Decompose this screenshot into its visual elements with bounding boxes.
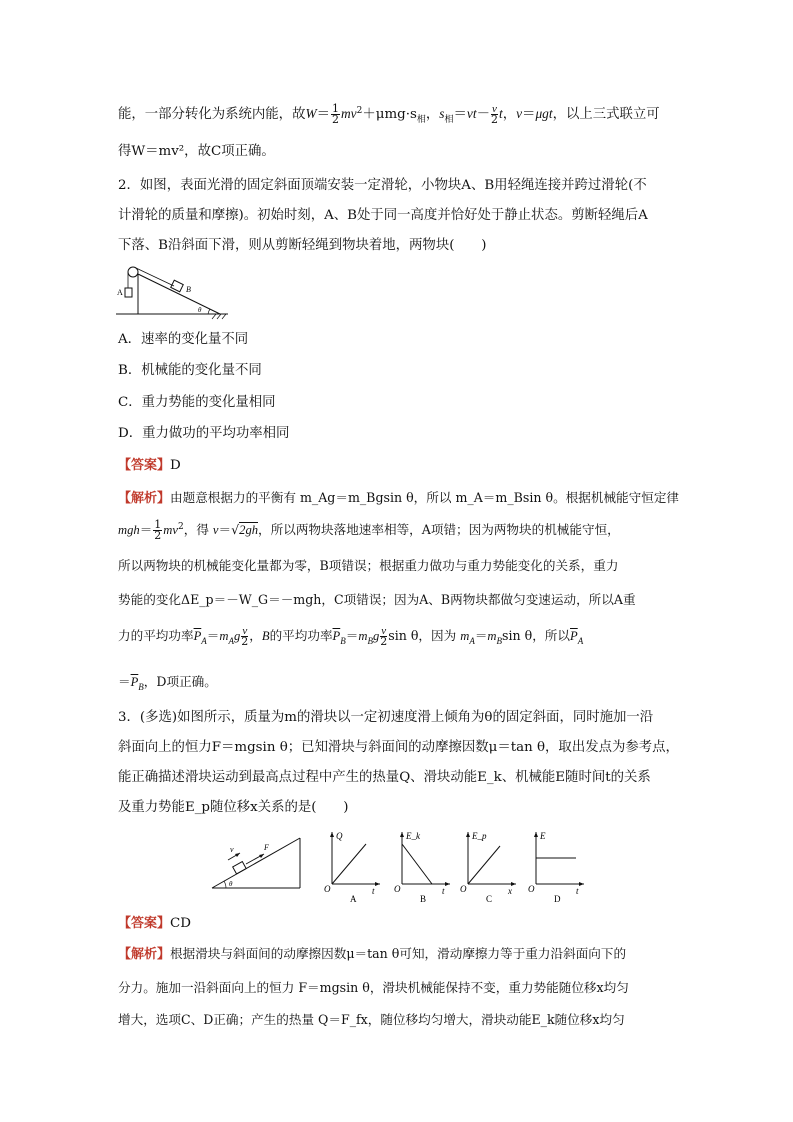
q2-analysis-text5: 力的平均功率 bbox=[118, 628, 194, 643]
q2-analysis-line1 bbox=[118, 488, 678, 509]
q3-graph-c bbox=[458, 828, 520, 904]
q2-option-b: B．机械能的变化量不同 bbox=[118, 363, 262, 378]
q3-graph-b-xlabel: t bbox=[442, 886, 445, 896]
para1-line1: 能，一部分转化为系统内能，故W＝ $\frac{1}{2}$ $mv^2+\mu mg\cdot s_相$，$s_相=vt-$ $\frac{v}{2}$ t，v＝μgt，以上三式联立可 bbox=[118, 102, 660, 126]
q3-fig-F: F bbox=[264, 843, 269, 852]
q3-graph-c-label: C bbox=[486, 894, 493, 904]
q3-graph-b-ylabel: E_k bbox=[406, 831, 420, 841]
para1-text-b: ＋μmg·s bbox=[362, 107, 417, 122]
q2-option-a: A．速率的变化量不同 bbox=[118, 332, 249, 347]
q3-answer: CD bbox=[170, 916, 191, 931]
q3-graph-d-xlabel: t bbox=[576, 886, 579, 896]
q3-graph-a-origin: O bbox=[324, 884, 331, 894]
q3-graph-a-line bbox=[332, 844, 366, 884]
q3-graph-b-origin: O bbox=[394, 884, 401, 894]
q3-graph-d-origin: O bbox=[528, 884, 535, 894]
q3-stem-line4: 及重力势能E_p随位移x关系的是( ) bbox=[118, 800, 349, 815]
q2-incline-figure bbox=[116, 262, 236, 322]
q3-fig-v: v bbox=[230, 845, 234, 854]
q3-graph-b-label: B bbox=[420, 894, 427, 904]
q2-analysis-text1: 由题意根据力的平衡有 m_Ag＝m_Bgsin θ，所以 m_A＝m_Bsin θ。根据机械能守恒定律 bbox=[170, 490, 680, 505]
q2-stem-line1: 2．如图，表面光滑的固定斜面顶端安装一定滑轮，小物块A、B用轻绳连接并跨过滑轮(不 bbox=[118, 178, 647, 193]
q2-fig-label-b: B bbox=[186, 285, 191, 294]
q3-graph-c-line bbox=[468, 846, 500, 884]
q3-analysis-line1 bbox=[118, 944, 678, 965]
q3-graph-c-ylabel: E_p bbox=[472, 831, 487, 841]
q2-analysis-text6: ，D项正确。 bbox=[143, 674, 217, 689]
q3-graph-a-xlabel: t bbox=[372, 886, 375, 896]
q3-graph-b-line bbox=[402, 844, 432, 884]
q2-fig-label-theta: θ bbox=[198, 306, 202, 314]
q3-analysis-text1: 根据滑块与斜面间的动摩擦因数μ＝tan θ可知，滑动摩擦力等于重力沿斜面向下的 bbox=[170, 946, 627, 961]
q3-graph-c-origin: O bbox=[460, 884, 467, 894]
q3-graph-c-xlabel: x bbox=[508, 886, 512, 896]
q2-answer-tag: 【答案】 bbox=[118, 458, 171, 473]
q2-option-d: D．重力做功的平均功率相同 bbox=[118, 426, 290, 441]
q3-graph-a-ylabel: Q bbox=[336, 831, 343, 841]
q2-fig-label-a: A bbox=[117, 288, 123, 297]
q3-incline-figure bbox=[208, 830, 308, 892]
q3-analysis-line2: 分力。施加一沿斜面向上的恒力 F＝mgsin θ，滑块机械能保持不变，重力势能随位移x均匀 bbox=[118, 980, 629, 995]
q3-stem-line2: 斜面向上的恒力F＝mgsin θ；已知滑块与斜面间的动摩擦因数μ＝tan θ，取出发点为参考点， bbox=[118, 740, 679, 755]
q3-stem-line1: 3．(多选)如图所示，质量为m的滑块以一定初速度滑上倾角为θ的固定斜面，同时施加一沿 bbox=[118, 710, 654, 725]
para1-text-c: ，以上三式联立可 bbox=[552, 107, 660, 122]
q2-answer-line bbox=[118, 456, 678, 476]
q2-analysis-line3: 所以两物块的机械能变化量都为零，B项错误；根据重力做功与重力势能变化的关系，重力 bbox=[118, 558, 619, 573]
q2-analysis-line6: $=\overline{P}_B$，D项正确。 bbox=[118, 674, 217, 692]
q2-answer: D bbox=[170, 458, 181, 473]
q3-answer-line bbox=[118, 914, 678, 934]
q3-graph-d bbox=[526, 828, 588, 904]
q3-graph-a bbox=[322, 828, 384, 904]
q2-stem-line3: 下落、B沿斜面下滑，则从剪断轻绳到物块着地，两物块( ) bbox=[118, 238, 487, 253]
q3-answer-tag: 【答案】 bbox=[118, 916, 171, 931]
q2-analysis-tag: 【解析】 bbox=[118, 491, 171, 506]
q2-analysis-line2: mgh＝ $\frac{1}{2}$ $mv^2$，得 v＝√2gh，所以两物块落地速率相等，A项错；因为两物块的机械能守恒， bbox=[118, 518, 620, 542]
q3-graph-a-label: A bbox=[350, 894, 357, 904]
q3-graph-d-label: D bbox=[554, 894, 561, 904]
para1-line2: 得W＝mv²，故C项正确。 bbox=[118, 144, 275, 159]
q3-graph-d-ylabel: E bbox=[540, 831, 546, 841]
q3-stem-line3: 能正确描述滑块运动到最高点过程中产生的热量Q、滑块动能E_k、机械能E随时间t的关系 bbox=[118, 770, 651, 785]
q2-stem-line2: 计滑轮的质量和摩擦)。初始时刻，A、B处于同一高度并恰好处于静止状态。剪断轻绳后A bbox=[118, 208, 648, 223]
q3-graph-b bbox=[392, 828, 454, 904]
q2-analysis-line5: 力的平均功率$\overline{P}_A=m_Ag$ $\frac{v}{2}$ ，B的平均功率$\overline{P}_B=m_Bg$ $\frac{v}{2}$ sin θ，因为 $m_A=m_B\sin$ θ，所以$\overline{P}_A$ bbox=[118, 625, 584, 648]
q2-analysis-text2: ，所以两物块落地速率相等，A项错；因为两物块的机械能守恒， bbox=[258, 522, 620, 537]
q2-analysis-line4: 势能的变化ΔE_p＝－W_G＝－mgh，C项错误；因为A、B两物块都做匀变速运动，所以A重 bbox=[118, 592, 636, 607]
q3-fig-theta: θ bbox=[229, 880, 233, 888]
q3-analysis-tag: 【解析】 bbox=[118, 947, 171, 962]
para1-text-a: 能，一部分转化为系统内能，故 bbox=[118, 107, 306, 122]
q3-analysis-line3: 增大，选项C、D正确；产生的热量 Q＝F_fx，随位移均匀增大，滑块动能E_k随位移x均匀 bbox=[118, 1012, 625, 1027]
q2-option-c: C．重力势能的变化量相同 bbox=[118, 395, 276, 410]
